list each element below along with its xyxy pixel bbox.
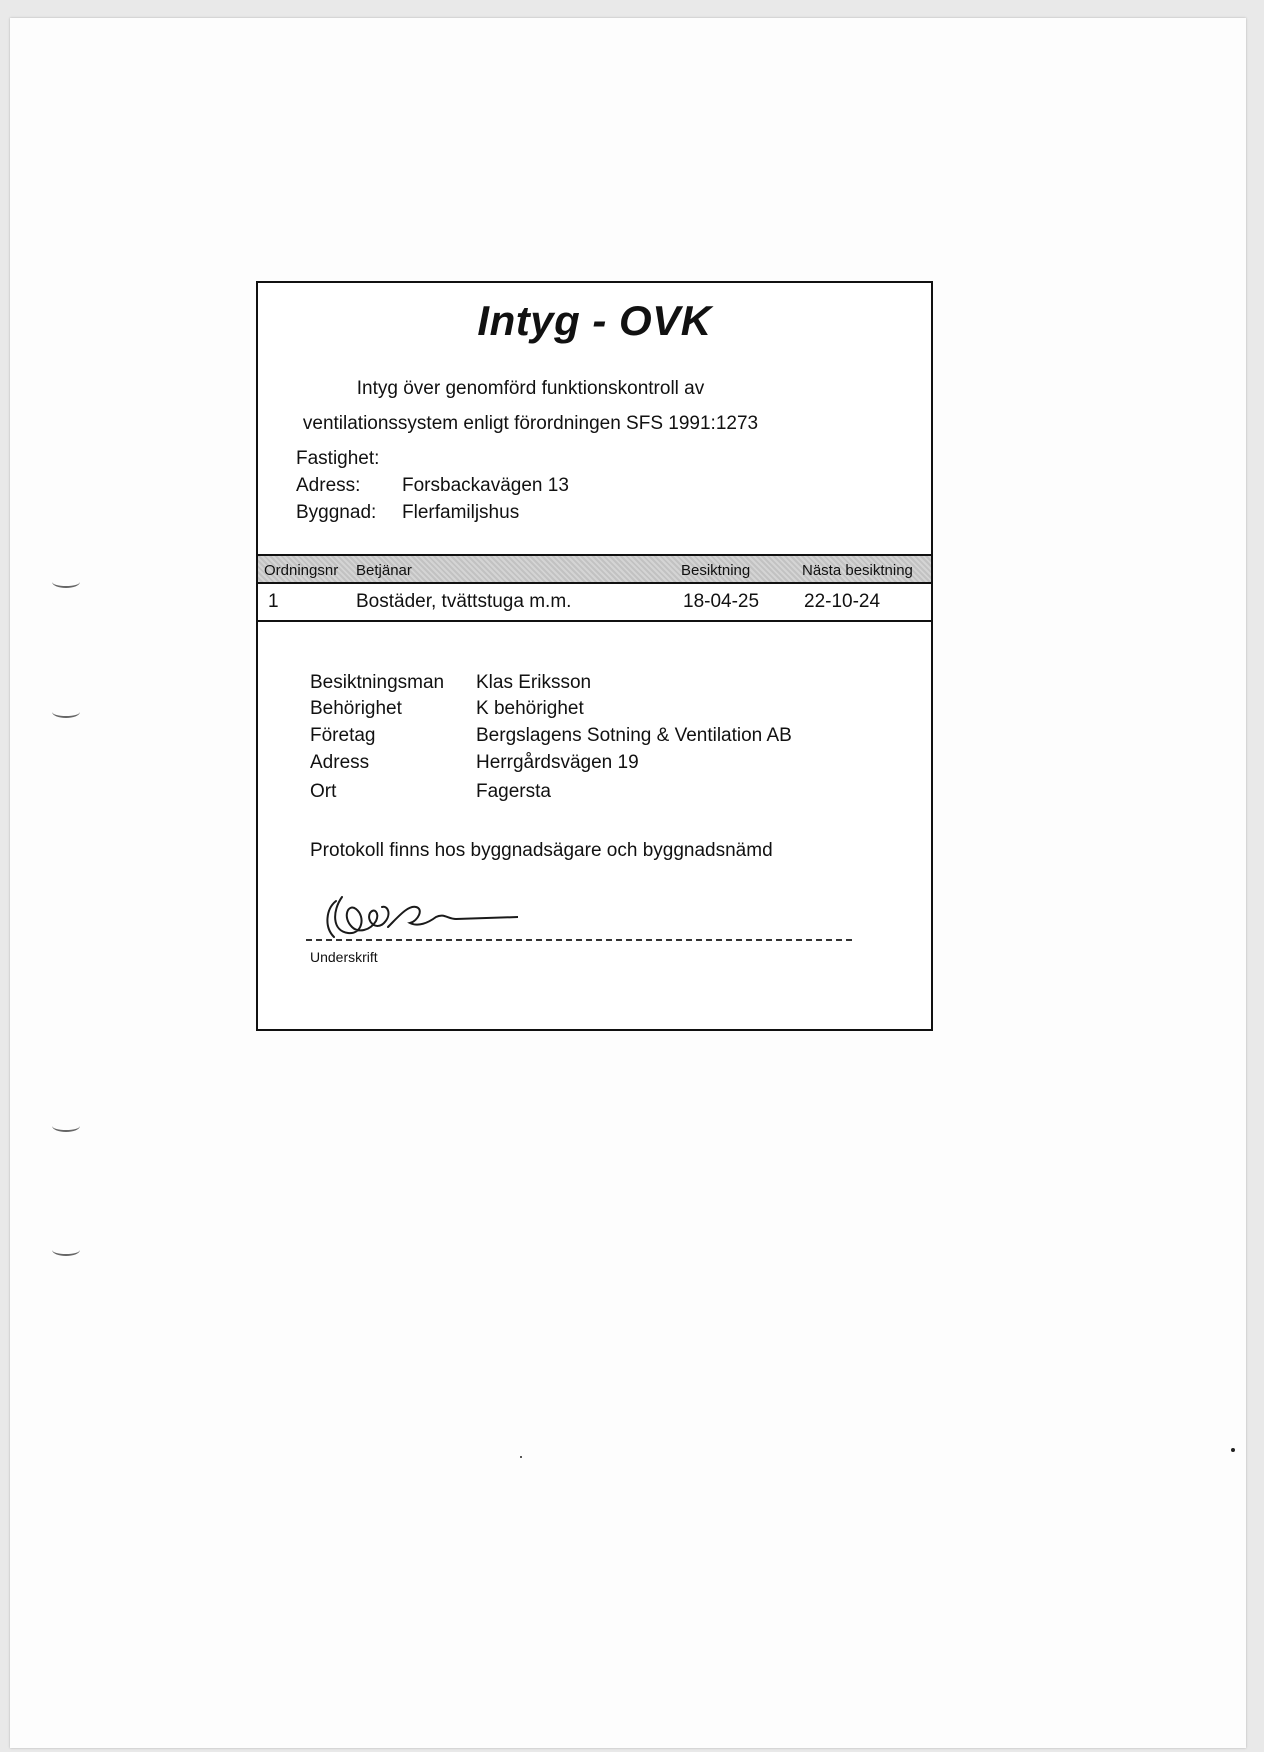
inspector-row-ort (310, 781, 792, 808)
property-details (296, 448, 569, 529)
header-besiktning: Besiktning (681, 562, 751, 579)
property-row-byggnad (296, 502, 569, 529)
foretag-label: Företag (310, 725, 376, 746)
cell-betjanar: Bostäder, tvättstuga m.m. (356, 591, 572, 612)
header-ordningsnr: Ordningsnr (264, 562, 339, 579)
signature-label: Underskrift (310, 949, 378, 965)
subtitle-line-2: ventilationssystem enligt förordningen SFS 1991:1273 (302, 413, 759, 434)
ort-label: Ort (310, 781, 337, 802)
protocol-note: Protokoll finns hos byggnadsägare och byggnadsnämd (310, 840, 773, 861)
certificate-subtitle (258, 371, 803, 441)
cell-ordningsnr: 1 (268, 591, 279, 612)
adress-value: Forsbackavägen 13 (402, 475, 569, 496)
inspector-adress-value: Herrgårdsvägen 19 (476, 752, 639, 773)
scan-speck (520, 1456, 522, 1458)
inspector-row-adress (310, 752, 792, 781)
property-row-adress (296, 475, 569, 502)
inspector-adress-label: Adress (310, 752, 370, 773)
header-betjanar: Betjänar (356, 562, 412, 579)
punch-hole-mark (52, 1120, 80, 1132)
signature-line (306, 939, 852, 941)
fastighet-label: Fastighet: (296, 448, 380, 469)
punch-hole-mark (52, 706, 80, 718)
inspector-row-foretag (310, 725, 792, 752)
adress-label: Adress: (296, 475, 361, 496)
ovk-certificate (256, 281, 933, 1031)
behorighet-value: K behörighet (476, 698, 584, 719)
behorighet-label: Behörighet (310, 698, 402, 719)
table-row (258, 584, 931, 622)
foretag-value: Bergslagens Sotning & Ventilation AB (476, 725, 792, 746)
scan-speck (1231, 1448, 1235, 1452)
header-nasta-besiktning: Nästa besiktning (802, 562, 913, 579)
property-row-fastighet (296, 448, 569, 475)
byggnad-value: Flerfamiljshus (402, 502, 520, 523)
besiktningsman-value: Klas Eriksson (476, 672, 592, 693)
ort-value: Fagersta (476, 781, 551, 802)
inspector-row-behorighet (310, 698, 792, 725)
cell-nasta-besiktning: 22-10-24 (804, 591, 881, 612)
certificate-title: Intyg - OVK (477, 297, 712, 344)
besiktningsman-label: Besiktningsman (310, 672, 445, 693)
byggnad-label: Byggnad: (296, 502, 377, 523)
punch-hole-mark (52, 1244, 80, 1256)
handwritten-signature (318, 887, 518, 951)
punch-hole-mark (52, 576, 80, 588)
subtitle-line-1: Intyg över genomförd funktionskontroll av (356, 378, 705, 399)
inspector-row-besiktningsman (310, 672, 792, 698)
cell-besiktning: 18-04-25 (683, 591, 760, 612)
table-header (258, 554, 931, 584)
inspector-details (310, 672, 792, 808)
